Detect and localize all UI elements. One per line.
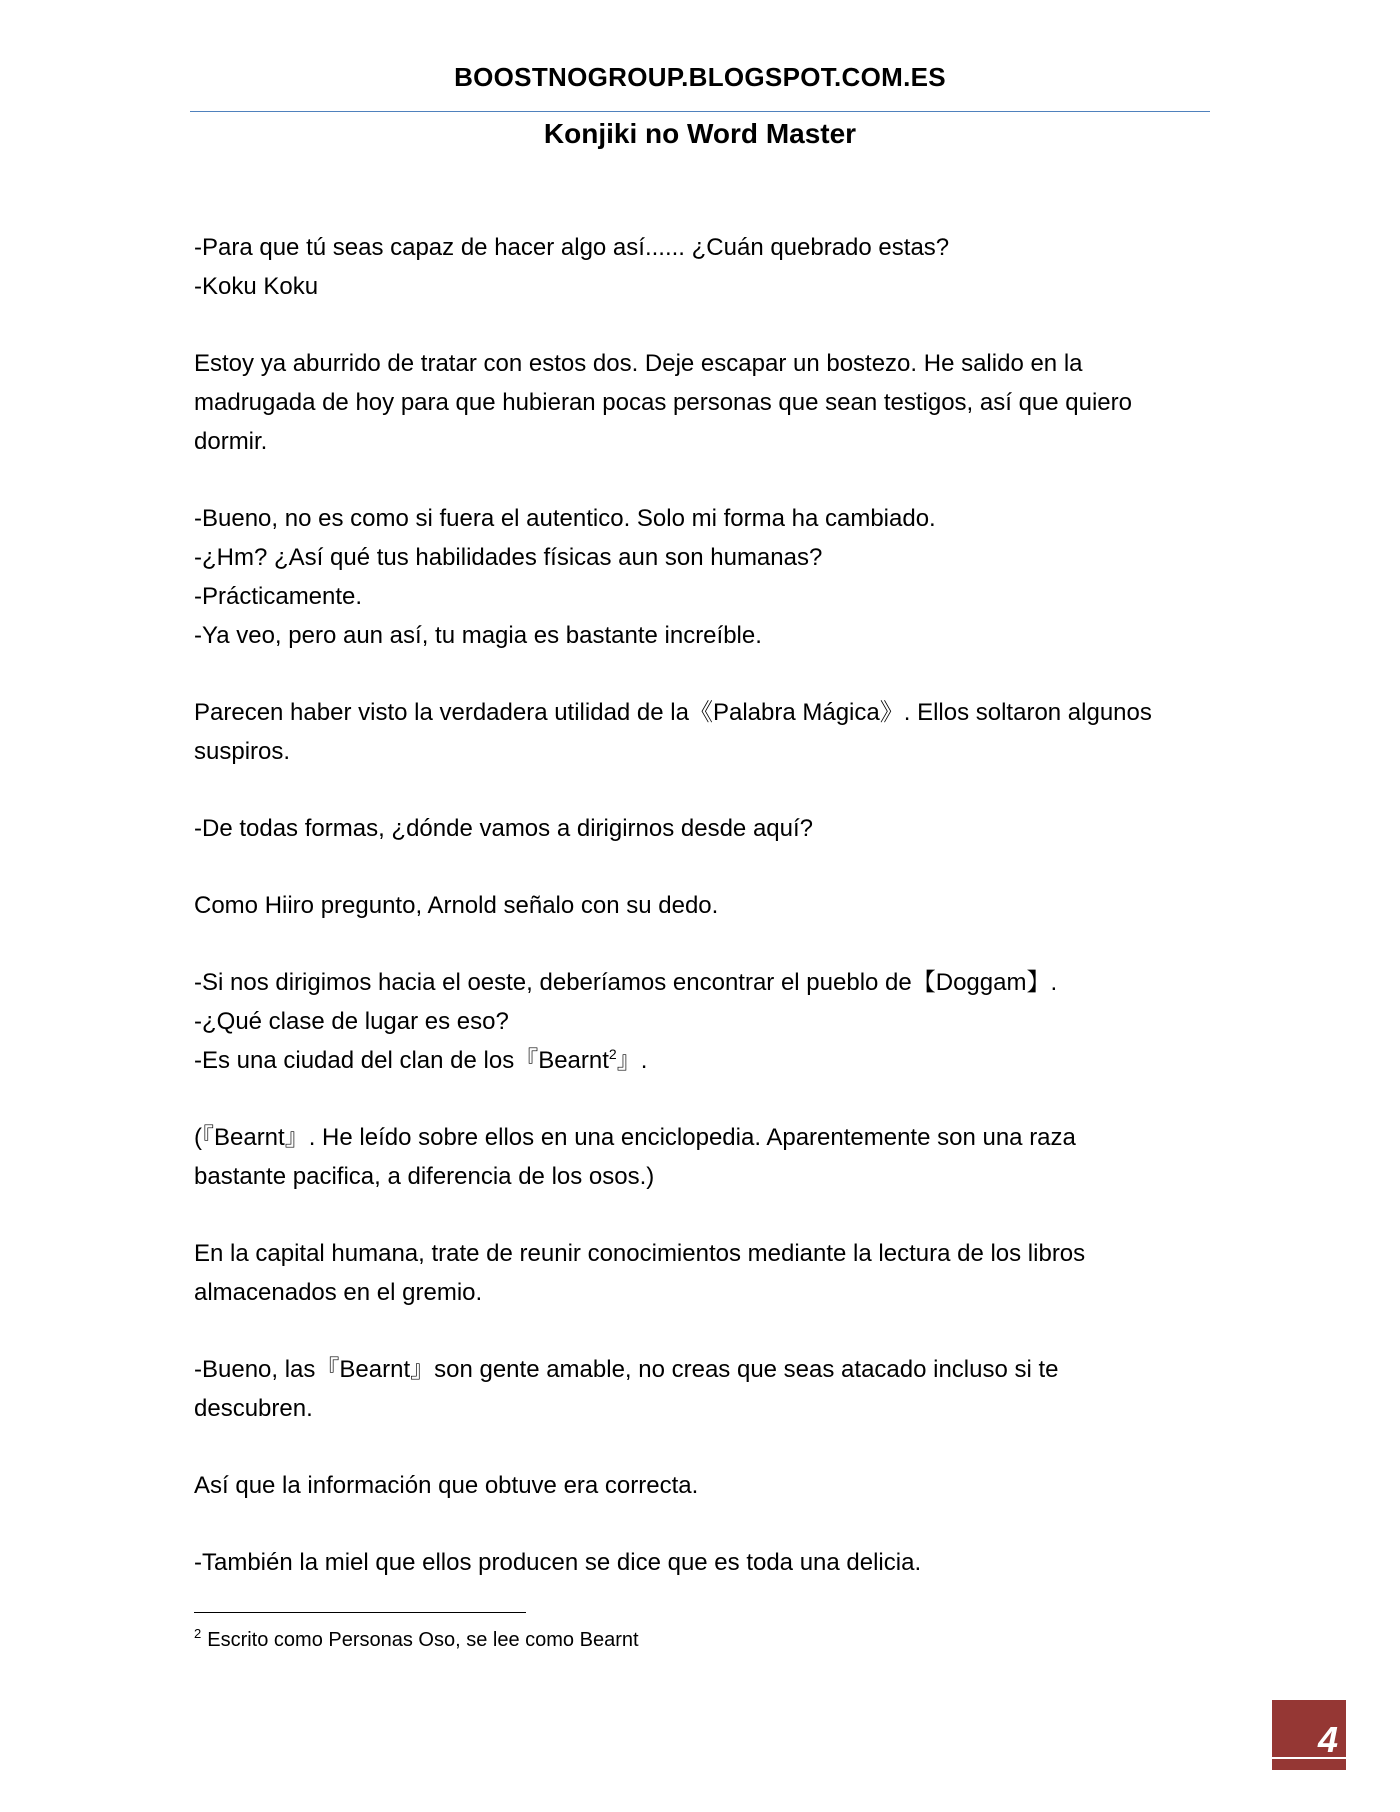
text-line: -También la miel que ellos producen se dice que es toda una delicia.	[194, 1549, 922, 1576]
text-line: (『Bearnt』. He leído sobre ellos en una enciclopedia. Aparentemente son una raza	[194, 1124, 1076, 1151]
text-line: Estoy ya aburrido de tratar con estos dos. Deje escapar un bostezo. He salido en la	[194, 350, 1083, 377]
text-line: -Koku Koku	[194, 273, 319, 300]
paragraph-11	[194, 1466, 1214, 1505]
text-line: madrugada de hoy para que hubieran pocas personas que sean testigos, así que quiero	[194, 389, 1132, 416]
paragraph-7	[194, 963, 1214, 1080]
text-line: suspiros.	[194, 738, 291, 765]
text-line: -De todas formas, ¿dónde vamos a dirigirnos desde aquí?	[194, 815, 813, 842]
text-line: -¿Hm? ¿Así qué tus habilidades físicas aun son humanas?	[194, 544, 823, 571]
body-text	[194, 228, 1214, 1620]
footnoted-line-after: 』.	[616, 1047, 648, 1074]
paragraph-3	[194, 499, 1214, 655]
text-line: -Para que tú seas capaz de hacer algo así...... ¿Cuán quebrado estas?	[194, 234, 950, 261]
paragraph-12	[194, 1543, 1214, 1582]
text-line: almacenados en el gremio.	[194, 1279, 483, 1306]
document-title: Konjiki no Word Master	[543, 118, 857, 149]
text-line: -Ya veo, pero aun así, tu magia es bastante increíble.	[194, 622, 762, 649]
paragraph-6	[194, 886, 1214, 925]
text-line: -Prácticamente.	[194, 583, 363, 610]
site-header: BOOSTNOGROUP.BLOGSPOT.COM.ES	[454, 62, 946, 92]
paragraph-2	[194, 344, 1214, 461]
footnote-text: Escrito como Personas Oso, se lee como Bearnt	[207, 1629, 639, 1651]
header-divider	[190, 111, 1210, 112]
text-line: descubren.	[194, 1395, 313, 1422]
footnote-number: 2	[194, 1626, 202, 1642]
text-line: -Si nos dirigimos hacia el oeste, deberíamos encontrar el pueblo de【Doggam】.	[194, 969, 1058, 996]
text-line: Parecen haber visto la verdadera utilidad de la《Palabra Mágica》. Ellos soltaron algunos	[194, 699, 1152, 726]
text-line: -Bueno, las『Bearnt』son gente amable, no creas que seas atacado incluso si te	[194, 1356, 1059, 1383]
footnote-reference[interactable]: 2	[608, 1046, 617, 1062]
footnote	[194, 1626, 639, 1654]
footnoted-line	[194, 1041, 1214, 1080]
footnoted-line-before: -Es una ciudad del clan de los『Bearnt	[194, 1047, 609, 1074]
text-line: -Bueno, no es como si fuera el autentico. Solo mi forma ha cambiado.	[194, 505, 936, 532]
paragraph-4	[194, 693, 1214, 771]
page-number-badge	[1272, 1700, 1346, 1770]
paragraph-8	[194, 1118, 1214, 1196]
text-line: dormir.	[194, 428, 268, 455]
page-number: 4	[1317, 1719, 1338, 1760]
footnote-separator	[194, 1612, 526, 1613]
text-line: Así que la información que obtuve era correcta.	[194, 1472, 699, 1499]
paragraph-1	[194, 228, 1214, 306]
text-line: En la capital humana, trate de reunir conocimientos mediante la lectura de los libros	[194, 1240, 1086, 1267]
paragraph-9	[194, 1234, 1214, 1312]
paragraph-5	[194, 809, 1214, 848]
paragraph-10	[194, 1350, 1214, 1428]
text-line: -¿Qué clase de lugar es eso?	[194, 1008, 509, 1035]
text-line: bastante pacifica, a diferencia de los osos.)	[194, 1163, 655, 1190]
text-line: Como Hiiro pregunto, Arnold señalo con su dedo.	[194, 892, 719, 919]
